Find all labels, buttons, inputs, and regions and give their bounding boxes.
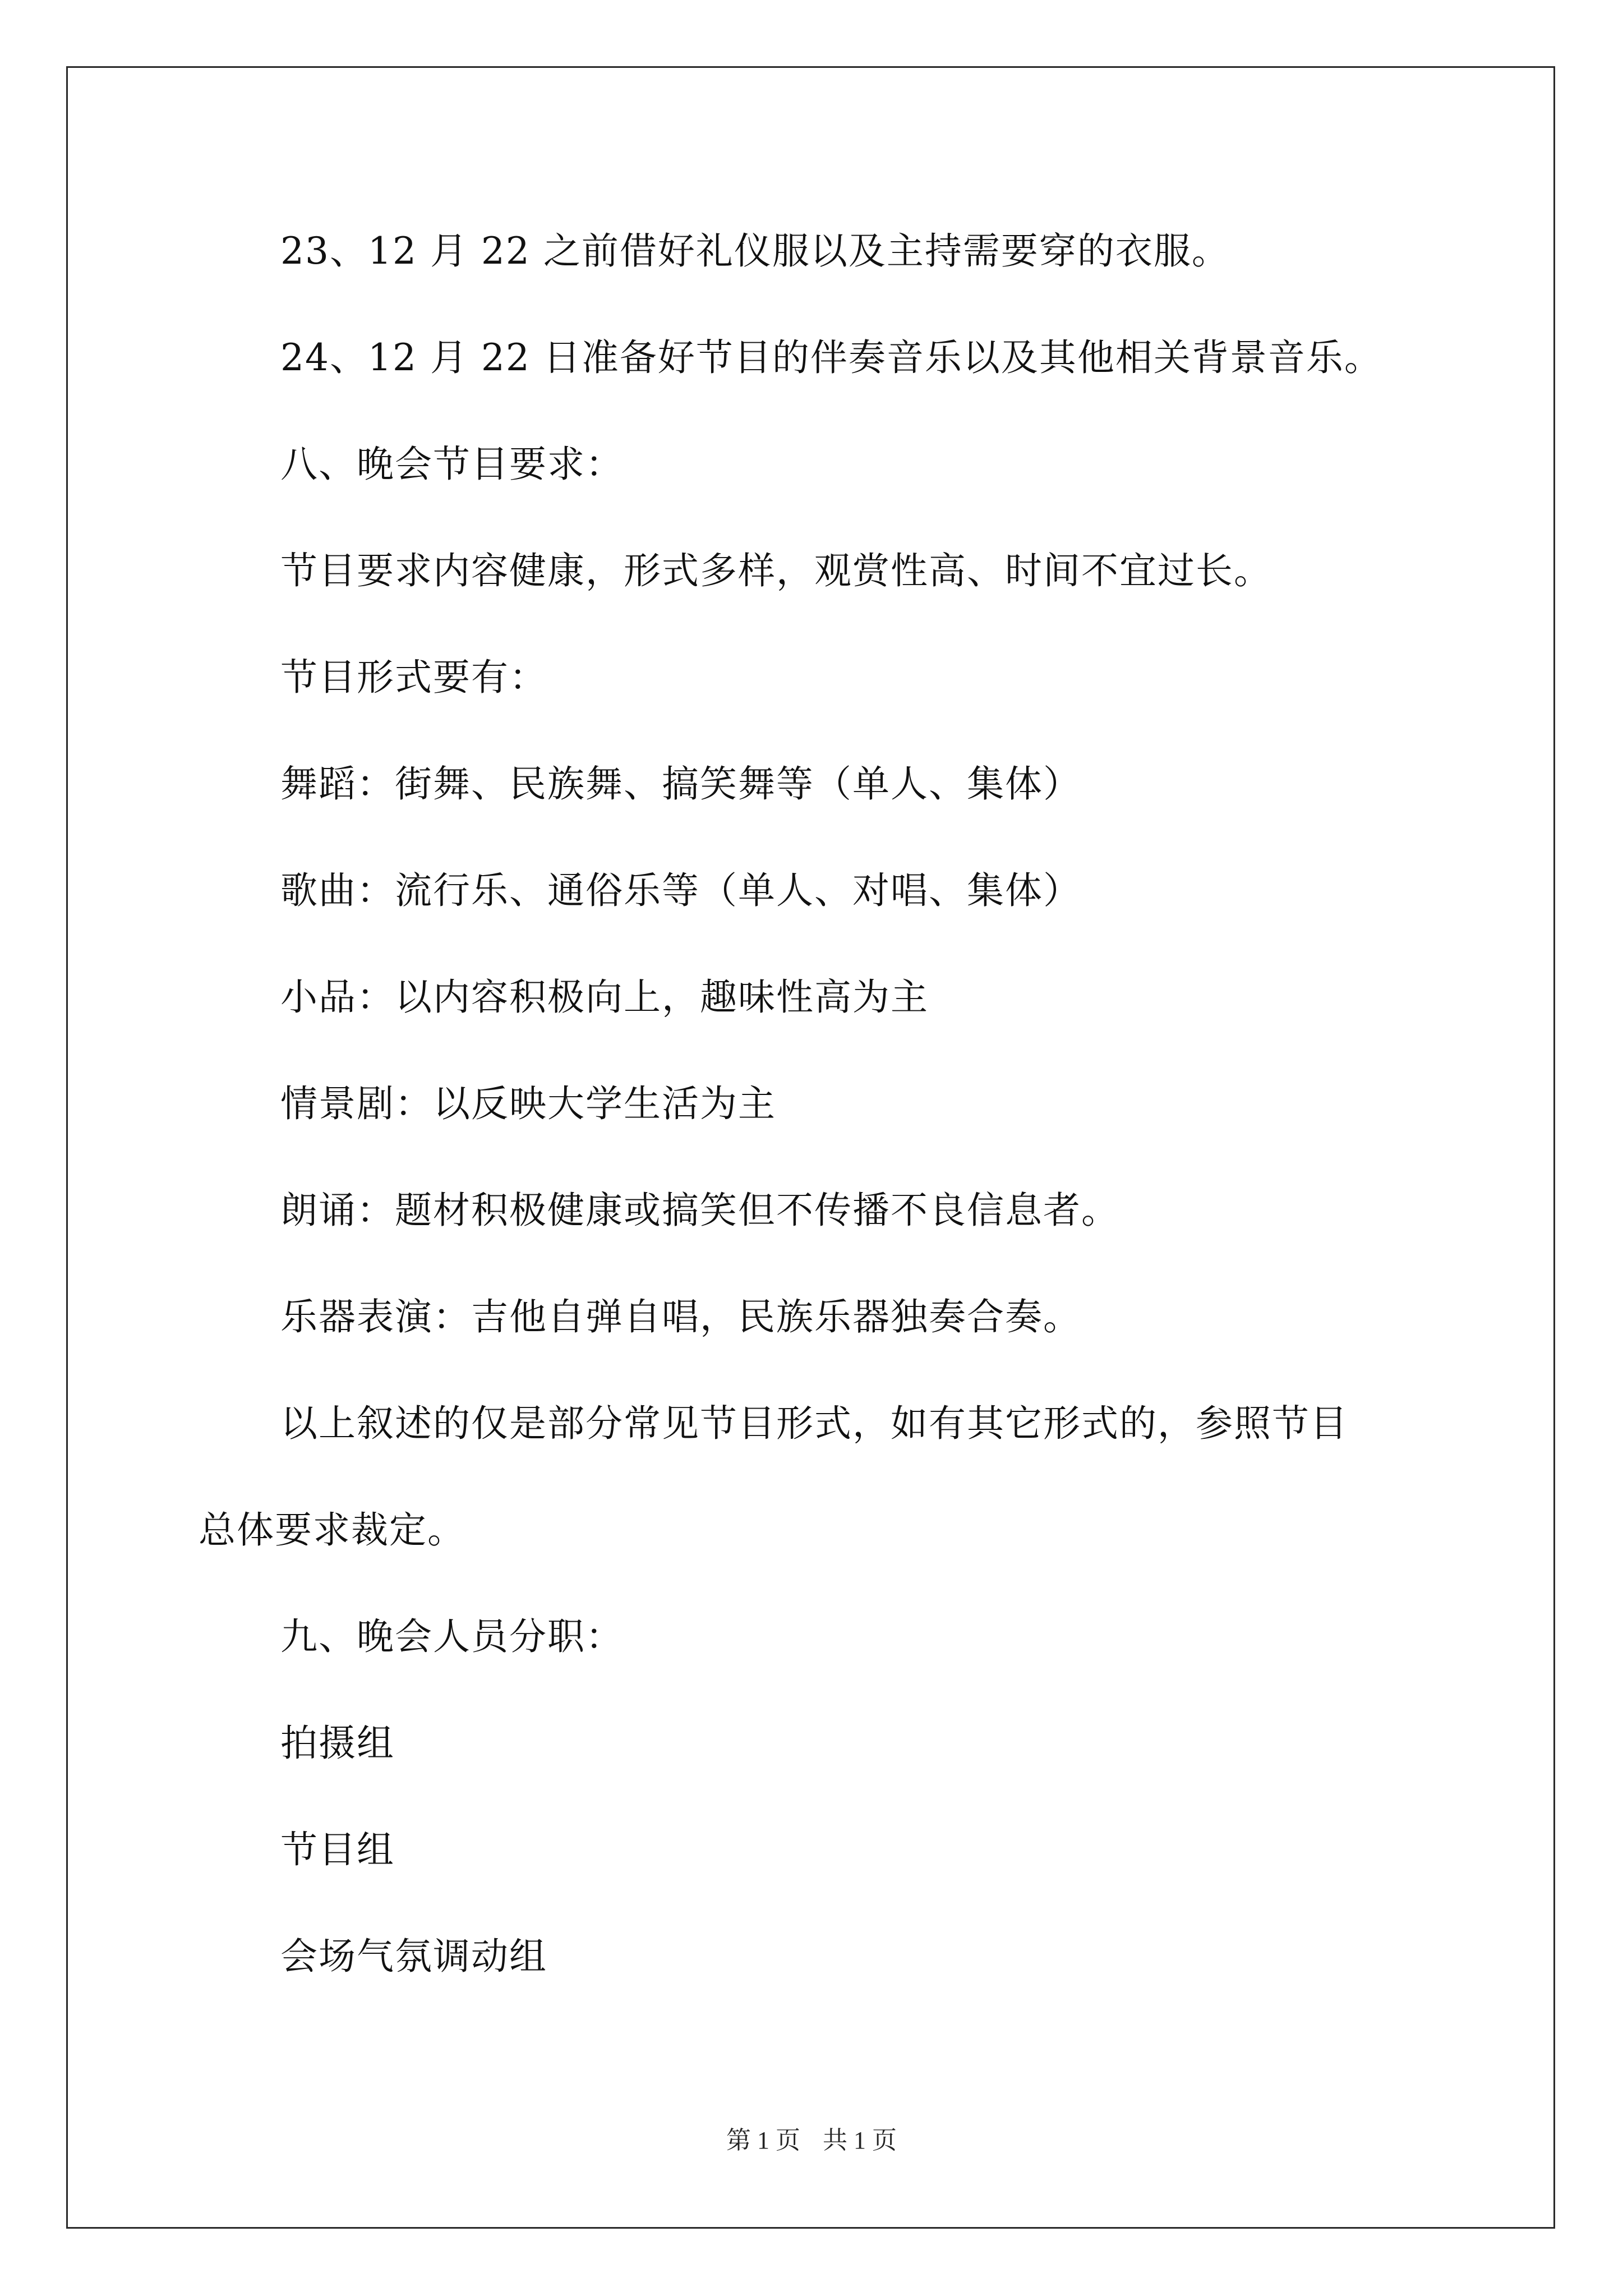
page-footer: [0, 2125, 1623, 2156]
text-line-requirements: 节目要求内容健康，形式多样，观赏性高、时间不宜过长。: [280, 549, 1272, 592]
text-line-photo-group: 拍摄组: [280, 1722, 395, 1765]
text-line-dance: 舞蹈：街舞、民族舞、搞笑舞等（单人、集体）: [280, 762, 1081, 806]
text-line-item-24: 24、12 月 22 日准备好节目的伴奏音乐以及其他相关背景音乐。: [280, 336, 1382, 379]
text-line-skit: 小品：以内容积极向上，趣味性高为主: [280, 976, 929, 1019]
text-line-recitation: 朗诵：题材积极健康或搞笑但不传播不良信息者。: [280, 1189, 1119, 1232]
page-number-total: 共 1 页: [823, 2127, 897, 2154]
text-line-summary: 以上叙述的仅是部分常见节目形式，如有其它形式的，参照节目: [280, 1402, 1348, 1445]
text-line-program-forms: 节目形式要有：: [280, 656, 547, 699]
section-heading-staff-roles: 九、晚会人员分职：: [280, 1615, 624, 1658]
text-line-summary-continued: 总体要求裁定。: [199, 1508, 465, 1552]
text-line-program-group: 节目组: [280, 1828, 395, 1871]
text-line-song: 歌曲：流行乐、通俗乐等（单人、对唱、集体）: [280, 869, 1081, 912]
section-heading-program-requirements: 八、晚会节目要求：: [280, 443, 624, 486]
text-line-atmosphere-group: 会场气氛调动组: [280, 1935, 547, 1978]
text-line-instrument: 乐器表演：吉他自弹自唱，民族乐器独奏合奏。: [280, 1295, 1081, 1338]
text-line-item-23: 23、12 月 22 之前借好礼仪服以及主持需要穿的衣服。: [280, 229, 1230, 273]
text-line-drama: 情景剧：以反映大学生活为主: [280, 1082, 776, 1125]
page-number-current: 第 1 页: [726, 2127, 800, 2154]
